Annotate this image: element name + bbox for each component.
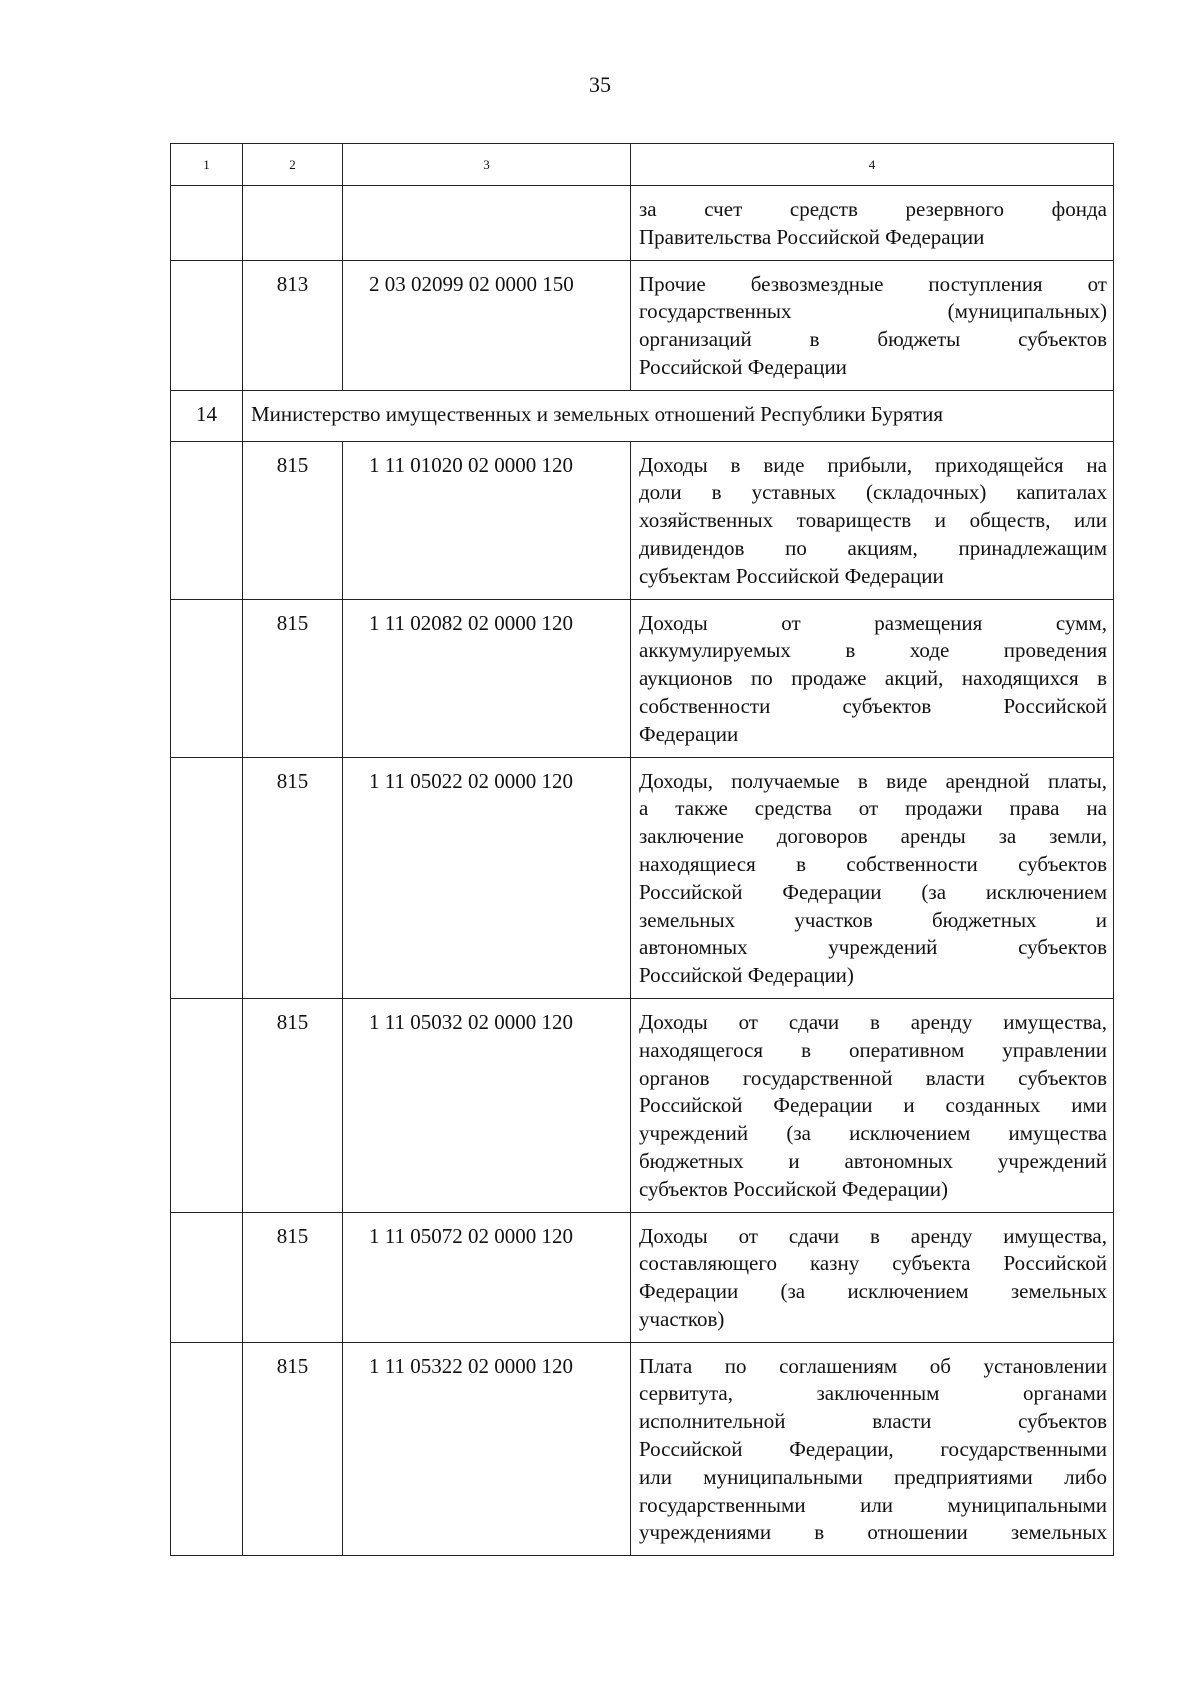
description-line: Российской Федерации, государственными: [639, 1437, 1107, 1462]
description-line: бюджетных и автономных учреждений: [639, 1148, 1107, 1173]
table-row: [171, 757, 1114, 998]
revenue-codes-table: [170, 143, 1114, 1556]
description-line: заключение договоров аренды за земли,: [639, 824, 1107, 849]
description-line: Доходы от сдачи в аренду имущества,: [639, 1223, 1107, 1248]
description-line: или муниципальными предприятиями либо: [639, 1464, 1107, 1489]
table-row: [171, 599, 1114, 757]
description-line: доли в уставных (складочных) капиталах: [639, 480, 1107, 505]
description-line: Прочие безвозмездные поступления от: [639, 271, 1107, 296]
table-row: [171, 998, 1114, 1212]
description-line: Доходы от сдачи в аренду имущества,: [639, 1009, 1107, 1034]
description-line: субъектов Российской Федерации): [639, 1176, 949, 1201]
column-number-2: 2: [243, 144, 343, 186]
description-line: Федерации: [639, 721, 739, 746]
column-number-3: 3: [343, 144, 631, 186]
section-number: 14: [171, 390, 243, 441]
table-row: [171, 1212, 1114, 1342]
continuation-row: [171, 186, 1114, 261]
description-line: Доходы, получаемые в виде арендной платы,: [639, 768, 1107, 793]
admin-code: 815: [243, 1342, 343, 1556]
revenue-description: [631, 441, 1114, 599]
section-row: [171, 390, 1114, 441]
admin-code: 815: [243, 1212, 343, 1342]
description-line: дивидендов по акциям, принадлежащим: [639, 535, 1107, 560]
description-line: Доходы от размещения сумм,: [639, 610, 1107, 635]
budget-classification-code: 1 11 05072 02 0000 120: [343, 1212, 631, 1342]
description-line: органов государственной власти субъектов: [639, 1065, 1107, 1090]
description-line: хозяйственных товариществ и обществ, или: [639, 508, 1107, 533]
admin-code: 815: [243, 441, 343, 599]
table-row: [171, 260, 1114, 390]
column-number-row: [171, 144, 1114, 186]
revenue-description: [631, 260, 1114, 390]
description-line: земельных участков бюджетных и: [639, 907, 1107, 932]
description-line: учреждений (за исключением имущества: [639, 1121, 1107, 1146]
description-line: Российской Федерации (за исключением: [639, 879, 1107, 904]
page-number: 35: [589, 72, 611, 97]
description-line: составляющего казну субъекта Российской: [639, 1251, 1107, 1276]
revenue-description: [631, 998, 1114, 1212]
table-row: [171, 441, 1114, 599]
description-line: Доходы в виде прибыли, приходящейся на: [639, 452, 1107, 477]
description-line: учреждениями в отношении земельных: [639, 1520, 1107, 1545]
revenue-description: [631, 1342, 1114, 1556]
ministry-title: Министерство имущественных и земельных отношений Республики Бурятия: [243, 390, 1114, 441]
column-number-4: 4: [631, 144, 1114, 186]
revenue-description: [631, 599, 1114, 757]
budget-classification-code: 1 11 05032 02 0000 120: [343, 998, 631, 1212]
description-line: находящегося в оперативном управлении: [639, 1037, 1107, 1062]
description-line: автономных учреждений субъектов: [639, 935, 1107, 960]
description-line: организаций в бюджеты субъектов: [639, 327, 1107, 352]
column-number-1: 1: [171, 144, 243, 186]
budget-classification-code: 1 11 05322 02 0000 120: [343, 1342, 631, 1556]
description-line: за счет средств резервного фонда: [639, 197, 1107, 221]
admin-code: 815: [243, 757, 343, 998]
description-line: Плата по соглашениям об установлении: [639, 1353, 1107, 1378]
description-line: находящиеся в собственности субъектов: [639, 851, 1107, 876]
description-line: Правительства Российской Федерации: [639, 224, 985, 249]
description-line: Российской Федерации и созданных ими: [639, 1093, 1107, 1118]
budget-classification-code: 1 11 05022 02 0000 120: [343, 757, 631, 998]
description-line: аккумулируемых в ходе проведения: [639, 638, 1107, 663]
revenue-description: [631, 757, 1114, 998]
description-line: сервитута, заключенным органами: [639, 1381, 1107, 1406]
description-line: аукционов по продаже акций, находящихся в: [639, 666, 1107, 691]
description-line: участков): [639, 1306, 725, 1331]
description-line: субъектам Российской Федерации: [639, 563, 944, 588]
description-line: Российской Федерации: [639, 354, 847, 379]
description-line: собственности субъектов Российской: [639, 693, 1107, 718]
budget-classification-code: 2 03 02099 02 0000 150: [343, 260, 631, 390]
admin-code: 815: [243, 998, 343, 1212]
table-row: [171, 1342, 1114, 1556]
revenue-description: [631, 1212, 1114, 1342]
description-line: а также средства от продажи права на: [639, 796, 1107, 821]
description-line: государственными или муниципальными: [639, 1492, 1107, 1517]
budget-classification-code: 1 11 01020 02 0000 120: [343, 441, 631, 599]
admin-code: 815: [243, 599, 343, 757]
description-line: государственных (муниципальных): [639, 299, 1107, 324]
description-line: Федерации (за исключением земельных: [639, 1279, 1107, 1304]
admin-code: 813: [243, 260, 343, 390]
continuation-description: [631, 186, 1114, 261]
description-line: Российской Федерации): [639, 963, 854, 988]
description-line: исполнительной власти субъектов: [639, 1409, 1107, 1434]
budget-classification-code: 1 11 02082 02 0000 120: [343, 599, 631, 757]
